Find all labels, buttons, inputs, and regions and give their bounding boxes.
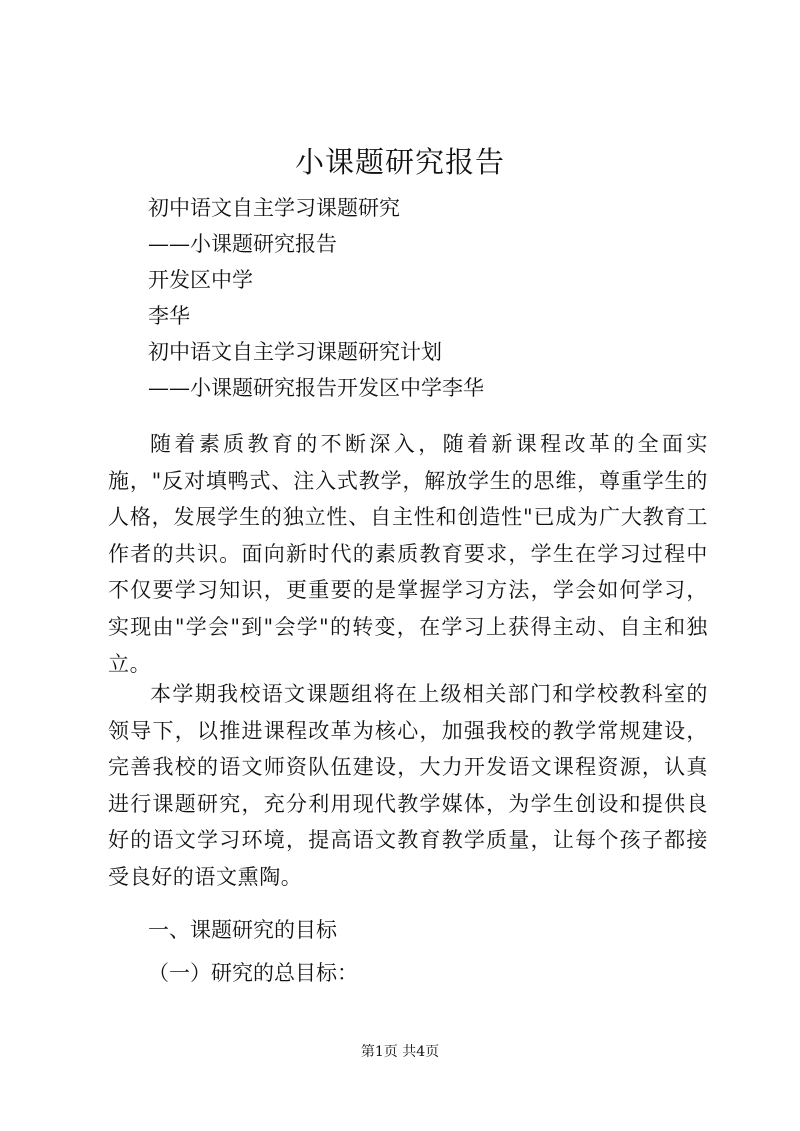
header-line-school: 开发区中学 [148, 268, 253, 292]
subsection-heading: （一）研究的总目标： [148, 961, 358, 985]
header-block [108, 190, 708, 406]
body-block-2 [108, 676, 708, 896]
section-heading: 一、课题研究的目标 [148, 918, 337, 942]
subheading-block [108, 955, 708, 991]
body-block [108, 426, 708, 682]
header-line-subject: 初中语文自主学习课题研究 [148, 196, 400, 220]
heading-block [108, 912, 708, 948]
page-footer: 第1页 共4页 [360, 1044, 440, 1060]
document-title: 小课题研究报告 [294, 145, 505, 179]
body-paragraph-plan: 本学期我校语文课题组将在上级相关部门和学校教科室的领导下，以推进课程改革为核心，加强我校的教学常规建设，完善我校的语文师资队伍建设，大力开发语文课程资源，认真进行课题研究，充分利用现代教学媒体，为学生创设和提供良好的语文学习环境，提高语文教育教学质量，让每个孩子都接受良好的语文熏陶。 [108, 682, 708, 889]
header-line-report-school-author: ——小课题研究报告开发区中学李华 [148, 376, 484, 400]
body-paragraph-background: 随着素质教育的不断深入，随着新课程改革的全面实施，"反对填鸭式、注入式教学，解放学生的思维，尊重学生的人格，发展学生的独立性、自主性和创造性"已成为广大教育工作者的共识。面向新时代的素质教育要求，学生在学习过程中不仅要学习知识，更重要的是掌握学习方法，学会如何学习，实现由"学会"到"会学"的转变，在学习上获得主动、自主和独立。 [108, 432, 708, 676]
header-line-plan: 初中语文自主学习课题研究计划 [148, 340, 442, 364]
header-line-author: 李华 [148, 304, 190, 328]
header-line-report-type: ——小课题研究报告 [148, 232, 337, 256]
